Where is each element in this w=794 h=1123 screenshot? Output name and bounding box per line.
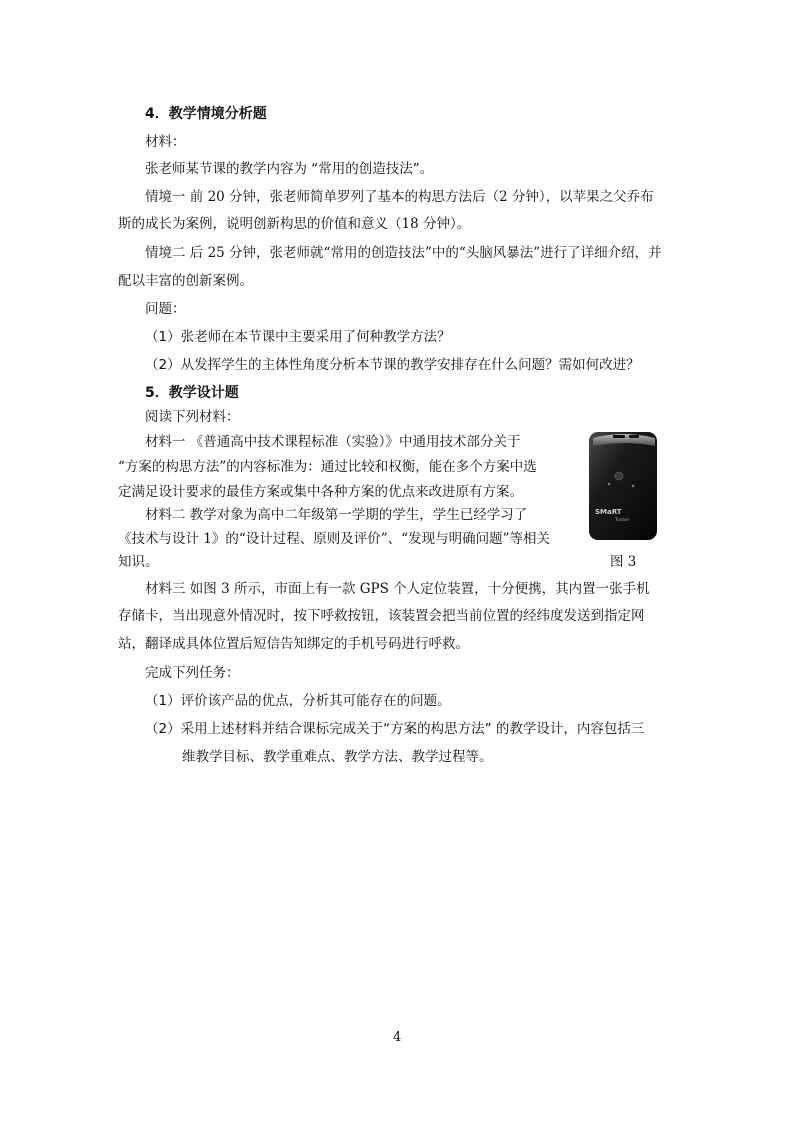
question-label: 问题： — [145, 301, 186, 317]
material2-line1: 材料二 教学对象为高中二年级第一学期的学生，学生已经学习了 — [145, 507, 528, 523]
material1-line3: 定满足设计要求的最佳方案或集中各种方案的优点来改进原有方案。 — [118, 484, 523, 500]
material-label: 材料： — [145, 134, 186, 150]
scenario2-line1: 情境二 后 25 分钟，张老师就“常用的创造技法”中的“头脑风暴法”进行了详细介绍，并 — [145, 245, 662, 261]
material2-line3: 知识。 — [118, 554, 159, 570]
scenario1-line1: 情境一 前 20 分钟，张老师简单罗列了基本的构思方法后（2 分钟），以苹果之父乔布 — [145, 189, 654, 205]
material1-line1: 材料一 《普通高中技术课程标准（实验）》中通用技术部分关于 — [145, 434, 521, 450]
scenario2-line2: 配以丰富的创新案例。 — [118, 273, 253, 289]
section5-heading: 5．教学设计题 — [145, 385, 239, 401]
material3-line2: 存储卡，当出现意外情况时，按下呼救按钮，该装置会把当前位置的经纬度发送到指定网 — [118, 608, 645, 624]
figure-caption: 图 3 — [610, 554, 637, 570]
scenario1-line2: 斯的成长为案例，说明创新构思的价值和意义（18 分钟）。 — [118, 216, 471, 232]
device-brand-text: SMaRT — [595, 508, 622, 516]
gps-device-image — [585, 428, 663, 546]
device-sub-text: Tracker — [615, 517, 630, 522]
question-2: （2）从发挥学生的主体性角度分析本节课的教学安排存在什么问题？需如何改进？ — [145, 357, 640, 373]
material2-line2: 《技术与设计 1》的“设计过程、原则及评价”、“发现与明确问题”等相关 — [118, 531, 550, 547]
page-number: 4 — [393, 1030, 402, 1045]
question-1: （1）张老师在本节课中主要采用了何种教学方法？ — [145, 329, 451, 345]
section4-heading: 4．教学情境分析题 — [145, 106, 267, 122]
intro-text: 张老师某节课的教学内容为 “常用的创造技法”。 — [145, 161, 434, 177]
material3-line1: 材料三 如图 3 所示，市面上有一款 GPS 个人定位装置，十分便携，其内置一张手机 — [145, 581, 650, 597]
material1-line2: “方案的构思方法”的内容标准为：通过比较和权衡，能在多个方案中选 — [118, 459, 537, 475]
task-2-line1: （2）采用上述材料并结合课标完成关于“方案的构思方法” 的教学设计，内容包括三 — [145, 721, 645, 737]
task-prompt: 完成下列任务： — [145, 665, 240, 681]
task-2-line2: 维教学目标、教学重难点、教学方法、教学过程等。 — [182, 749, 493, 765]
task-1: （1）评价该产品的优点，分析其可能存在的问题。 — [145, 693, 451, 709]
material3-line3: 站，翻译成具体位置后短信告知绑定的手机号码进行呼救。 — [118, 636, 469, 652]
read-prompt: 阅读下列材料： — [145, 409, 240, 425]
